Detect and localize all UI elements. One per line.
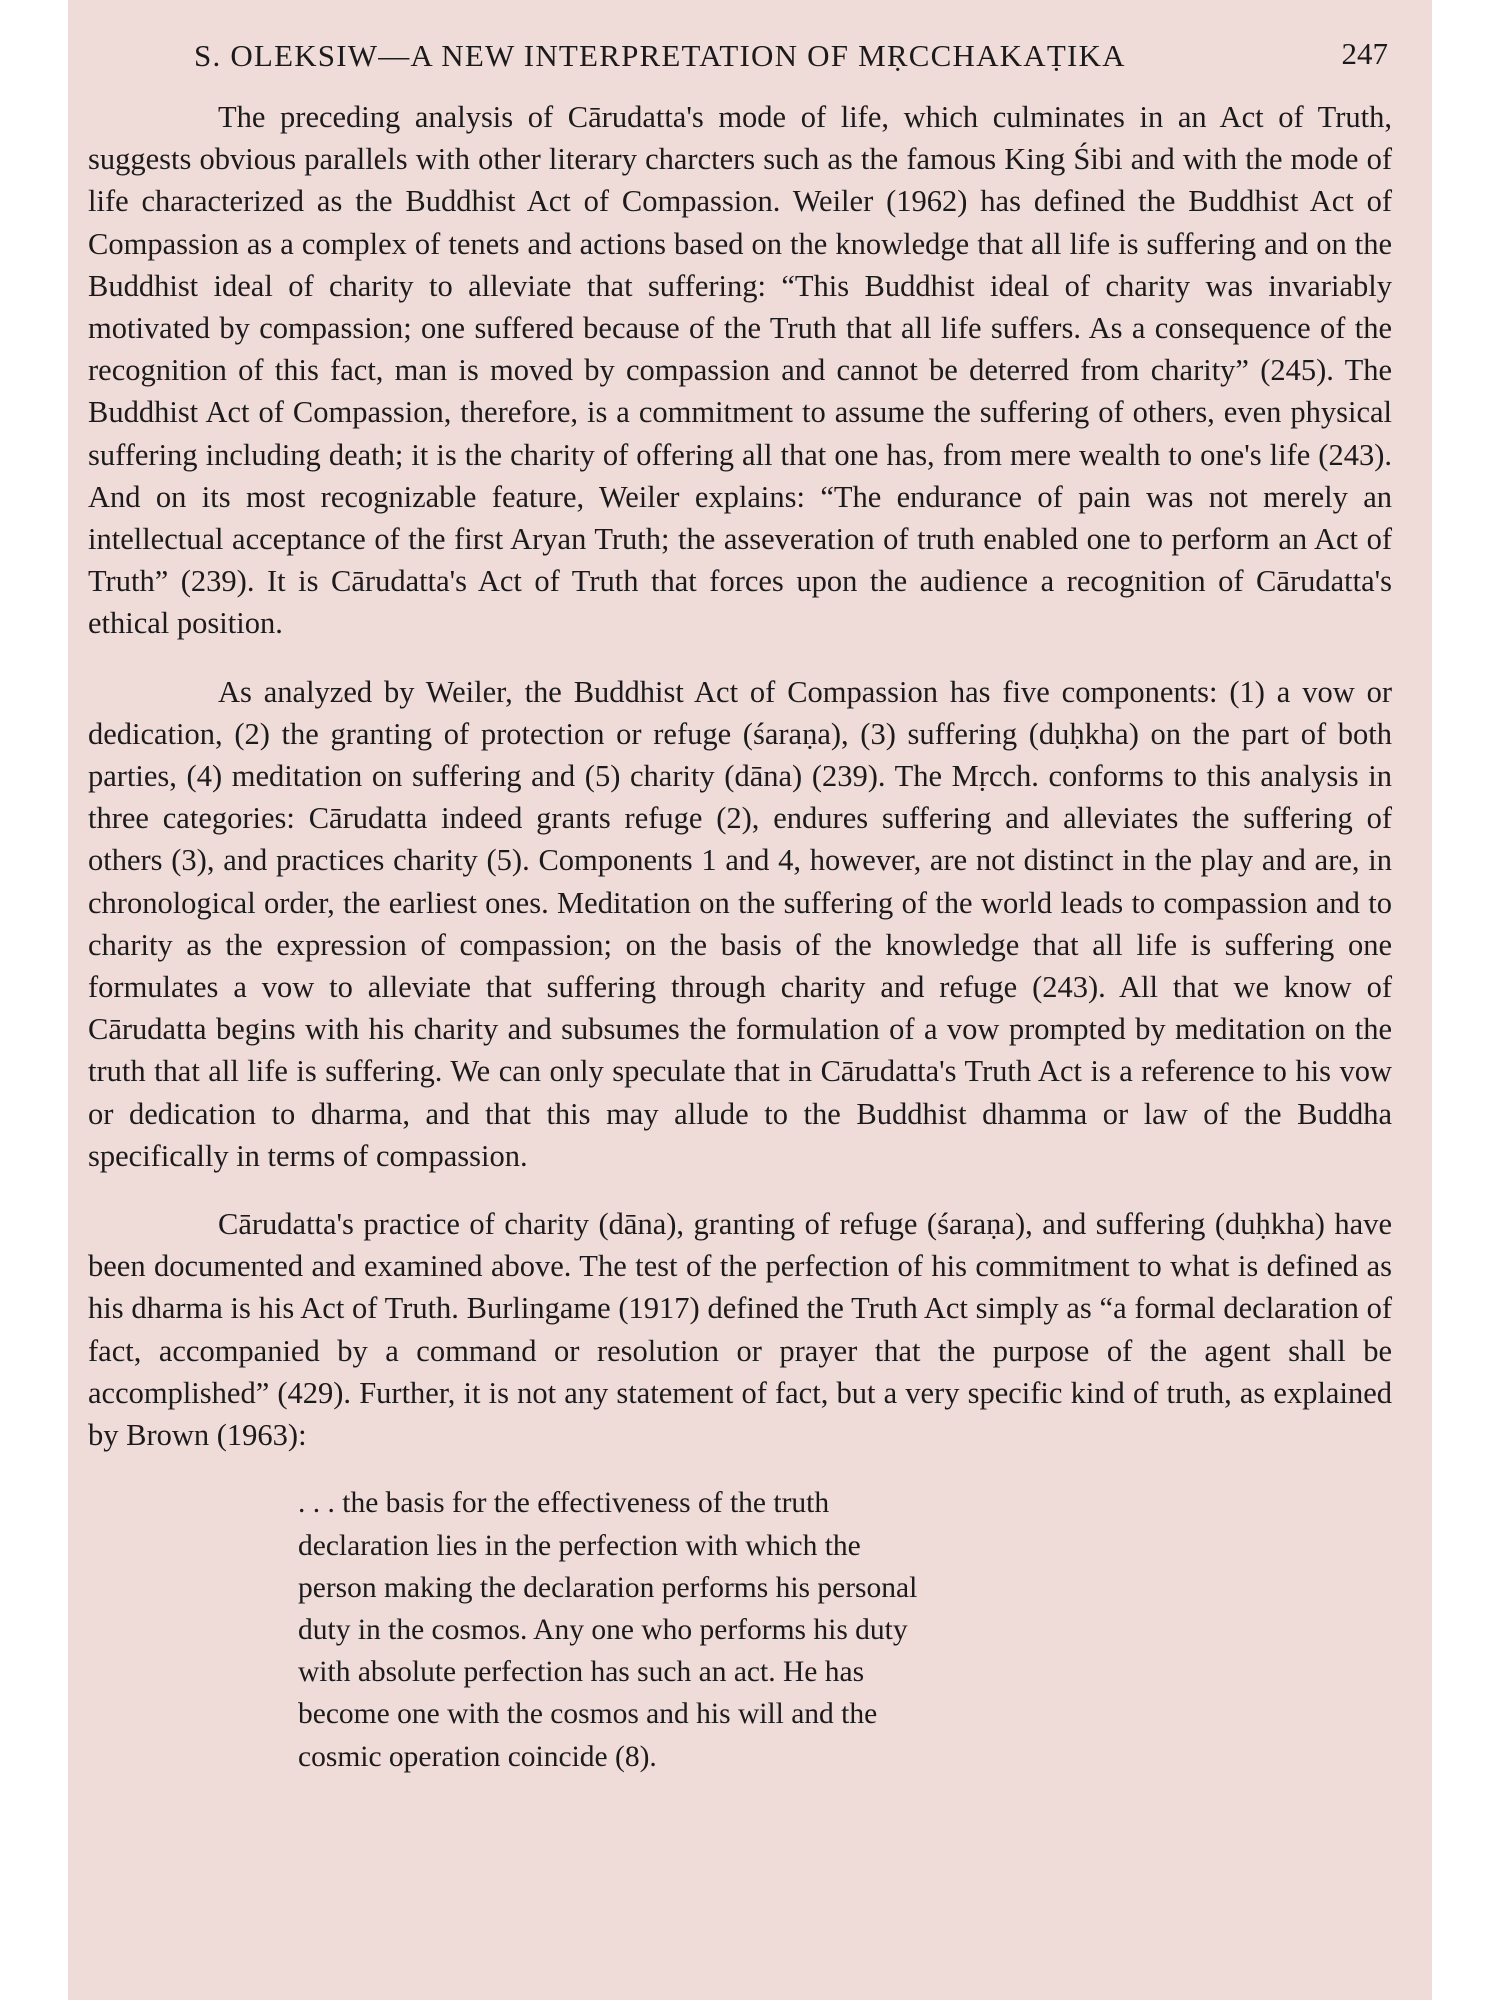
quote-line: declaration lies in the perfection with which the [298, 1529, 861, 1562]
page-header [88, 34, 1392, 94]
quote-line: cosmic operation coincide (8). [298, 1740, 657, 1773]
paragraph-2: As analyzed by Weiler, the Buddhist Act of Compassion has five components: (1) a vow or dedication, (2) the granting of protection or refuge (śaraṇa), (3) suffering (duḥkha) on the part of both parties, (4) meditation on suffering and (5) charity (dāna) (239). The Mṛcch. conforms to this analysis in three categories: Cārudatta indeed grants refuge (2), endures suffering and alleviates the suffering of others (3), and practices charity (5). Components 1 and 4, however, are not distinct in the play and are, in chronological order, the earliest ones. Meditation on the suffering of the world leads to compassion and to charity as the expression of compassion; on the basis of the knowledge that all life is suffering one formulates a vow to alleviate that suffering through charity and refuge (243). All that we know of Cārudatta begins with his charity and subsumes the formulation of a vow prompted by meditation on the truth that all life is suffering. We can only speculate that in Cārudatta's Truth Act is a reference to his vow or dedication to dharma, and that this may allude to the Buddhist dhamma or law of the Buddha specifically in terms of compassion. [88, 674, 1392, 1173]
quote-line: duty in the cosmos. Any one who performs his duty [298, 1613, 908, 1646]
paragraph-3: Cārudatta's practice of charity (dāna), granting of refuge (śaraṇa), and suffering (duḥkha) have been documented and examined above. The test of the perfection of his commitment to what is defined as his dharma is his Act of Truth. Burlingame (1917) defined the Truth Act simply as “a formal declaration of fact, accompanied by a command or resolution or prayer that the purpose of the agent shall be accomplished” (429). Further, it is not any statement of fact, but a very specific kind of truth, as explained by Brown (1963): [88, 1207, 1392, 1453]
block-quote [298, 1482, 1068, 1777]
quote-line: person making the declaration performs his personal [298, 1571, 918, 1604]
page-number: 247 [1341, 36, 1388, 71]
quote-line: become one with the cosmos and his will and the [298, 1698, 878, 1731]
journal-page [68, 0, 1432, 2000]
running-head: S. OLEKSIW—A NEW INTERPRETATION OF MṚCCHAKAṬIKA [194, 38, 1126, 73]
quote-line: with absolute perfection has such an act. He has [298, 1656, 865, 1689]
paragraph-1: The preceding analysis of Cārudatta's mode of life, which culminates in an Act of Truth, suggests obvious parallels with other literary charcters such as the famous King Śibi and with the mode of life characterized as the Buddhist Act of Compassion. Weiler (1962) has defined the Buddhist Act of Compassion as a complex of tenets and actions based on the knowledge that all life is suffering and on the Buddhist ideal of charity to alleviate that suffering: “This Buddhist ideal of charity was invariably motivated by compassion; one suffered because of the Truth that all life suffers. As a consequence of the recognition of this fact, man is moved by compassion and cannot be deterred from charity” (245). The Buddhist Act of Compassion, therefore, is a commitment to assume the suffering of others, even physical suffering including death; it is the charity of offering all that one has, from mere wealth to one's life (243). And on its most recognizable feature, Weiler explains: “The endurance of pain was not merely an intellectual acceptance of the first Aryan Truth; the asseveration of truth enabled one to perform an Act of Truth” (239). It is Cārudatta's Act of Truth that forces upon the audience a recognition of Cārudatta's ethical position. [88, 100, 1392, 641]
article-body [88, 96, 1392, 1778]
quote-line: . . . the basis for the effectiveness of the truth [298, 1487, 830, 1520]
